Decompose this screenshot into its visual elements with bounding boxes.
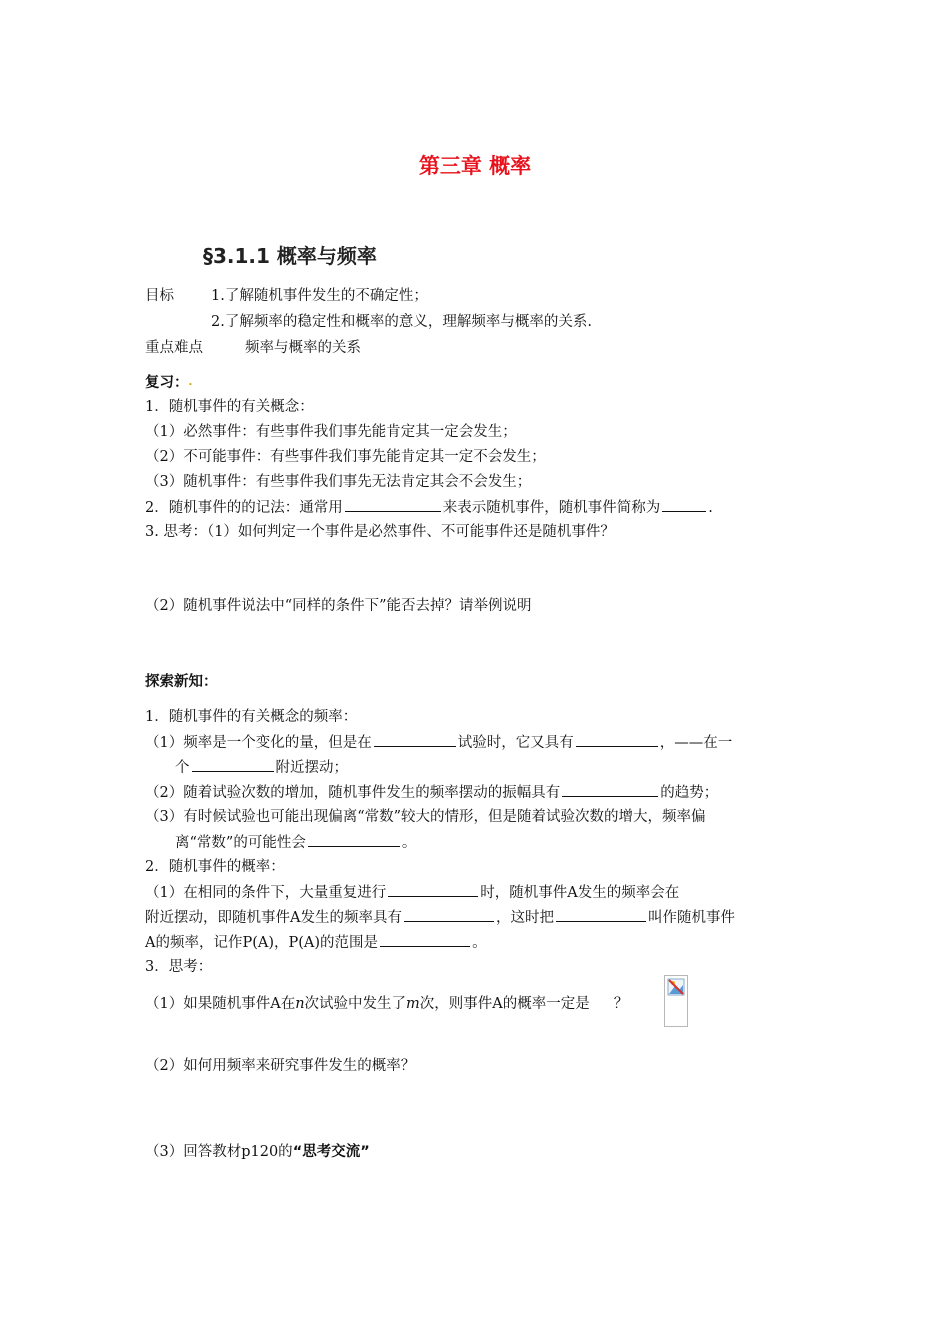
review-line-1: 1．随机事件的有关概念： xyxy=(145,399,314,415)
section-heading: §3.1.1 概率与频率 xyxy=(203,244,377,268)
review-line-5: 2．随机事件的的记法：通常用 来表示随机事件，随机事件简称为 . xyxy=(145,497,713,518)
review-line-2: （1）必然事件：有些事件我们事先能肯定其一定会发生； xyxy=(145,424,517,440)
goal-item-1: 1.了解随机事件发生的不确定性； xyxy=(211,288,428,304)
key-points-text: 频率与概率的关系 xyxy=(245,340,361,356)
chapter-title: 第三章 概率 xyxy=(418,154,532,178)
review-line-4: （3）随机事件：有些事件我们事先无法肯定其会不会发生； xyxy=(145,474,532,490)
explore-line-4: （2）随着试验次数的增加，随机事件发生的频率摆动的振幅具有 的趋势； xyxy=(145,782,718,803)
review-line-7: （2）随机事件说法中“同样的条件下”能否去掉？请举例说明 xyxy=(145,598,532,614)
broken-image-icon xyxy=(664,975,688,1027)
explore-line-6: 离“常数”的可能性会 。 xyxy=(175,832,416,853)
review-heading: 复习：. xyxy=(145,375,193,391)
explore-line-8: （1）在相同的条件下，大量重复进行 时，随机事件A发生的频率会在 xyxy=(145,882,679,903)
explore-line-11: 3．思考： xyxy=(145,959,213,975)
goals-label: 目标 xyxy=(145,288,174,304)
explore-line-3: 个 附近摆动； xyxy=(175,757,348,778)
explore-line-5: （3）有时候试验也可能出现偏离“常数”较大的情形，但是随着试验次数的增大，频率偏 xyxy=(145,809,706,825)
explore-line-10: A的频率，记作P(A)，P(A)的范围是 。 xyxy=(145,932,487,953)
review-line-3: （2）不可能事件：有些事件我们事先能肯定其一定不会发生； xyxy=(145,449,546,465)
explore-line-14: （3）回答教材p120的“思考交流” xyxy=(145,1144,370,1160)
explore-line-9: 附近摆动，即随机事件A发生的频率具有 ，这时把 叫作随机事件 xyxy=(145,907,735,928)
explore-line-13: （2）如何用频率来研究事件发生的概率？ xyxy=(145,1058,416,1074)
review-line-6: 3. 思考：（1）如何判定一个事件是必然事件、不可能事件还是随机事件？ xyxy=(145,524,615,540)
key-points-label: 重点难点 xyxy=(145,340,203,356)
explore-line-2: （1）频率是一个变化的量，但是在 试验时，它又具有 ，——在一 xyxy=(145,732,732,753)
explore-line-1: 1．随机事件的有关概念的频率： xyxy=(145,709,358,725)
explore-line-12: （1）如果随机事件A在n次试验中发生了m次，则事件A的概率一定是 ？ xyxy=(145,996,629,1012)
explore-line-7: 2．随机事件的概率： xyxy=(145,859,285,875)
explore-heading: 探索新知： xyxy=(145,674,218,690)
goal-item-2: 2.了解频率的稳定性和概率的意义，理解频率与概率的关系. xyxy=(211,314,592,330)
